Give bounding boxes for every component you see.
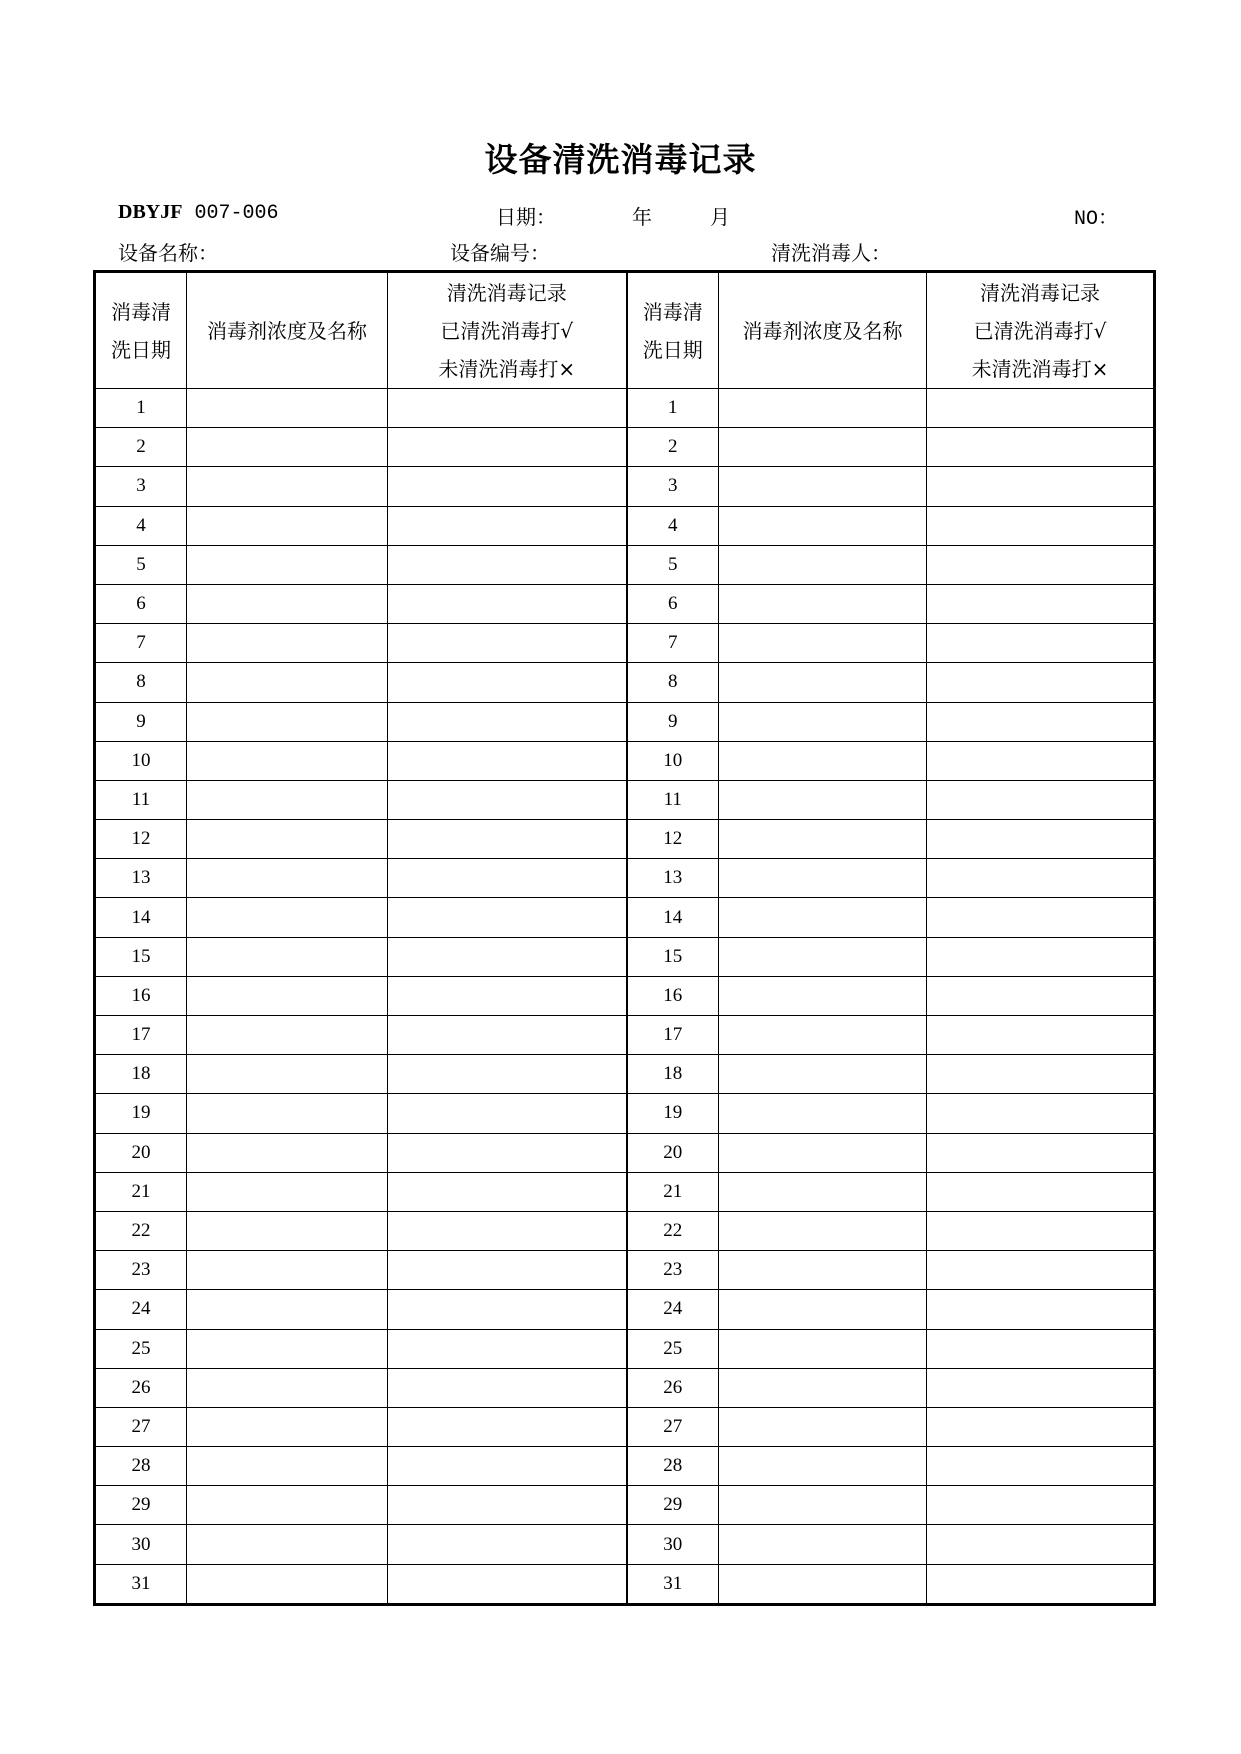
disinfectant-cell-right[interactable]: [719, 1564, 927, 1604]
disinfectant-cell[interactable]: [187, 1407, 388, 1446]
table-row: [95, 1016, 1155, 1055]
record-cell-right[interactable]: [927, 467, 1155, 506]
disinfectant-cell-right[interactable]: [719, 1133, 927, 1172]
table-row: [95, 976, 1155, 1015]
table-row: [95, 428, 1155, 467]
record-cell-right[interactable]: [927, 663, 1155, 702]
form-code: [118, 201, 278, 225]
disinfectant-cell-right[interactable]: [719, 937, 927, 976]
year-label: 年: [632, 205, 652, 229]
day-cell-right: 25: [627, 1329, 719, 1368]
record-cell[interactable]: [388, 506, 627, 545]
disinfectant-cell[interactable]: [187, 1447, 388, 1486]
disinfectant-cell-right[interactable]: [719, 859, 927, 898]
table-row: [95, 1290, 1155, 1329]
day-cell: 21: [95, 1172, 187, 1211]
record-cell-right[interactable]: [927, 1329, 1155, 1368]
record-cell[interactable]: [388, 976, 627, 1015]
disinfectant-cell[interactable]: [187, 780, 388, 819]
table-row: [95, 584, 1155, 623]
disinfectant-cell[interactable]: [187, 545, 388, 584]
date-header-line-1: 消毒清: [111, 299, 171, 324]
day-cell: 15: [95, 937, 187, 976]
form-code-prefix: DBYJF: [118, 201, 183, 223]
form-code-number: 007-006: [194, 202, 279, 225]
day-cell: 17: [95, 1016, 187, 1055]
day-cell-right: 9: [627, 702, 719, 741]
disinfectant-cell[interactable]: [187, 506, 388, 545]
day-cell: 9: [95, 702, 187, 741]
day-cell: 23: [95, 1251, 187, 1290]
disinfectant-column-header: 消毒剂浓度及名称: [187, 272, 388, 389]
disinfectant-cell[interactable]: [187, 859, 388, 898]
day-cell: 24: [95, 1290, 187, 1329]
record-header-line-2: 已清洗消毒打√: [973, 318, 1107, 343]
record-cell[interactable]: [388, 1525, 627, 1564]
day-cell: 2: [95, 428, 187, 467]
day-cell: 27: [95, 1407, 187, 1446]
day-cell-right: 15: [627, 937, 719, 976]
disinfectant-cell[interactable]: [187, 1525, 388, 1564]
record-cell[interactable]: [388, 1447, 627, 1486]
table-row: [95, 1094, 1155, 1133]
disinfectant-cell[interactable]: [187, 1368, 388, 1407]
record-cell[interactable]: [388, 1368, 627, 1407]
operator-label: 清洗消毒人：: [771, 241, 891, 265]
day-cell-right: 20: [627, 1133, 719, 1172]
record-column-header-right: [927, 272, 1155, 389]
record-table: [93, 270, 1156, 1606]
disinfectant-cell-right[interactable]: [719, 467, 927, 506]
record-cell-right[interactable]: [927, 820, 1155, 859]
day-cell-right: 14: [627, 898, 719, 937]
record-header-line-2: 已清洗消毒打√: [440, 318, 574, 343]
table-row: [95, 820, 1155, 859]
record-cell-right[interactable]: [927, 937, 1155, 976]
table-row: [95, 1564, 1155, 1604]
record-cell[interactable]: [388, 545, 627, 584]
record-cell-right[interactable]: [927, 545, 1155, 584]
day-cell-right: 29: [627, 1486, 719, 1525]
day-cell-right: 27: [627, 1407, 719, 1446]
table-row: [95, 780, 1155, 819]
record-cell-right[interactable]: [927, 624, 1155, 663]
table-row: [95, 663, 1155, 702]
day-cell: 25: [95, 1329, 187, 1368]
day-cell-right: 24: [627, 1290, 719, 1329]
record-cell[interactable]: [388, 1329, 627, 1368]
disinfectant-cell[interactable]: [187, 1564, 388, 1604]
record-cell-right[interactable]: [927, 1290, 1155, 1329]
record-cell-right[interactable]: [927, 506, 1155, 545]
day-cell: 14: [95, 898, 187, 937]
record-cell[interactable]: [388, 663, 627, 702]
record-cell-right[interactable]: [927, 898, 1155, 937]
disinfectant-cell-right[interactable]: [719, 584, 927, 623]
record-header-line-3: 未清洗消毒打×: [971, 356, 1109, 381]
disinfectant-cell-right[interactable]: [719, 1251, 927, 1290]
day-cell-right: 28: [627, 1447, 719, 1486]
disinfectant-cell[interactable]: [187, 741, 388, 780]
disinfectant-cell-right[interactable]: [719, 624, 927, 663]
record-cell-right[interactable]: [927, 1564, 1155, 1604]
record-cell[interactable]: [388, 1407, 627, 1446]
disinfectant-cell[interactable]: [187, 428, 388, 467]
table-row: [95, 1486, 1155, 1525]
day-cell-right: 12: [627, 820, 719, 859]
record-cell[interactable]: [388, 937, 627, 976]
day-cell-right: 2: [627, 428, 719, 467]
record-cell[interactable]: [388, 898, 627, 937]
disinfectant-cell[interactable]: [187, 898, 388, 937]
day-cell-right: 1: [627, 389, 719, 428]
disinfectant-cell[interactable]: [187, 1172, 388, 1211]
day-cell: 7: [95, 624, 187, 663]
disinfectant-cell-right[interactable]: [719, 820, 927, 859]
disinfectant-cell[interactable]: [187, 584, 388, 623]
table-row: [95, 389, 1155, 428]
disinfectant-cell-right[interactable]: [719, 1368, 927, 1407]
equipment-name-label: 设备名称：: [118, 241, 218, 265]
date-header-line-2: 洗日期: [111, 337, 171, 362]
disinfectant-cell-right[interactable]: [719, 1211, 927, 1250]
record-cell-right[interactable]: [927, 702, 1155, 741]
table-row: [95, 937, 1155, 976]
disinfectant-cell[interactable]: [187, 389, 388, 428]
day-cell-right: 17: [627, 1016, 719, 1055]
disinfectant-cell-right[interactable]: [719, 1486, 927, 1525]
day-cell: 3: [95, 467, 187, 506]
day-cell: 26: [95, 1368, 187, 1407]
day-cell-right: 10: [627, 741, 719, 780]
record-cell-right[interactable]: [927, 584, 1155, 623]
table-row: [95, 1055, 1155, 1094]
day-cell: 29: [95, 1486, 187, 1525]
table-row: [95, 1329, 1155, 1368]
table-row: [95, 1407, 1155, 1446]
disinfectant-cell[interactable]: [187, 663, 388, 702]
record-cell-right[interactable]: [927, 1016, 1155, 1055]
disinfectant-cell-right[interactable]: [719, 741, 927, 780]
table-row: [95, 1133, 1155, 1172]
record-cell[interactable]: [388, 1016, 627, 1055]
table-row: [95, 545, 1155, 584]
record-cell-right[interactable]: [927, 1251, 1155, 1290]
date-column-header: [95, 272, 187, 389]
disinfectant-cell[interactable]: [187, 1055, 388, 1094]
table-row: [95, 1172, 1155, 1211]
record-header-line-1: 清洗消毒记录: [980, 280, 1100, 305]
record-cell[interactable]: [388, 1251, 627, 1290]
day-cell-right: 30: [627, 1525, 719, 1564]
record-column-header: [388, 272, 627, 389]
disinfectant-cell-right[interactable]: [719, 1172, 927, 1211]
record-cell-right[interactable]: [927, 1172, 1155, 1211]
equipment-number-label: 设备编号：: [450, 241, 550, 265]
record-cell-right[interactable]: [927, 1133, 1155, 1172]
day-cell: 12: [95, 820, 187, 859]
record-cell[interactable]: [388, 820, 627, 859]
disinfectant-cell[interactable]: [187, 1251, 388, 1290]
disinfectant-cell[interactable]: [187, 1329, 388, 1368]
disinfectant-cell[interactable]: [187, 1133, 388, 1172]
day-cell: 10: [95, 741, 187, 780]
disinfectant-cell-right[interactable]: [719, 976, 927, 1015]
disinfectant-cell[interactable]: [187, 1094, 388, 1133]
day-cell-right: 5: [627, 545, 719, 584]
record-cell-right[interactable]: [927, 780, 1155, 819]
disinfectant-cell-right[interactable]: [719, 1290, 927, 1329]
day-cell: 20: [95, 1133, 187, 1172]
day-cell-right: 13: [627, 859, 719, 898]
day-cell: 11: [95, 780, 187, 819]
record-cell-right[interactable]: [927, 1094, 1155, 1133]
record-header-line-1: 清洗消毒记录: [446, 280, 567, 305]
record-cell-right[interactable]: [927, 1211, 1155, 1250]
record-cell-right[interactable]: [927, 741, 1155, 780]
record-cell-right[interactable]: [927, 976, 1155, 1015]
disinfectant-cell-right[interactable]: [719, 389, 927, 428]
disinfectant-cell-right[interactable]: [719, 1016, 927, 1055]
table-row: [95, 702, 1155, 741]
date-label: 日期：: [496, 205, 556, 229]
disinfectant-cell[interactable]: [187, 1486, 388, 1525]
disinfectant-cell[interactable]: [187, 937, 388, 976]
disinfectant-cell-right[interactable]: [719, 1407, 927, 1446]
record-cell[interactable]: [388, 1094, 627, 1133]
record-cell-right[interactable]: [927, 1368, 1155, 1407]
day-cell-right: 31: [627, 1564, 719, 1604]
day-cell-right: 23: [627, 1251, 719, 1290]
table-row: [95, 1525, 1155, 1564]
disinfectant-cell-right[interactable]: [719, 898, 927, 937]
disinfectant-cell-right[interactable]: [719, 702, 927, 741]
day-cell: 4: [95, 506, 187, 545]
record-cell[interactable]: [388, 624, 627, 663]
table-row: [95, 1251, 1155, 1290]
month-label: 月: [710, 205, 730, 229]
day-cell: 13: [95, 859, 187, 898]
date-column-header-right: [627, 272, 719, 389]
disinfectant-cell-right[interactable]: [719, 545, 927, 584]
disinfectant-cell[interactable]: [187, 702, 388, 741]
table-row: [95, 1211, 1155, 1250]
record-cell[interactable]: [388, 389, 627, 428]
table-row: [95, 624, 1155, 663]
disinfectant-cell[interactable]: [187, 624, 388, 663]
day-cell: 1: [95, 389, 187, 428]
record-cell[interactable]: [388, 859, 627, 898]
disinfectant-cell-right[interactable]: [719, 1055, 927, 1094]
table-row: [95, 467, 1155, 506]
record-cell-right[interactable]: [927, 389, 1155, 428]
day-cell: 5: [95, 545, 187, 584]
table-row: [95, 859, 1155, 898]
day-cell: 6: [95, 584, 187, 623]
day-cell: 31: [95, 1564, 187, 1604]
disinfectant-cell-right[interactable]: [719, 1094, 927, 1133]
day-cell: 8: [95, 663, 187, 702]
day-cell-right: 3: [627, 467, 719, 506]
disinfectant-column-header-right: 消毒剂浓度及名称: [719, 272, 927, 389]
day-cell-right: 11: [627, 780, 719, 819]
day-cell: 16: [95, 976, 187, 1015]
record-cell[interactable]: [388, 702, 627, 741]
disinfectant-cell-right[interactable]: [719, 428, 927, 467]
number-label: NO：: [1074, 208, 1119, 231]
day-cell-right: 8: [627, 663, 719, 702]
day-cell-right: 19: [627, 1094, 719, 1133]
disinfectant-cell[interactable]: [187, 976, 388, 1015]
disinfectant-cell-right[interactable]: [719, 506, 927, 545]
disinfectant-cell[interactable]: [187, 1211, 388, 1250]
record-cell[interactable]: [388, 1133, 627, 1172]
day-cell-right: 22: [627, 1211, 719, 1250]
record-cell[interactable]: [388, 428, 627, 467]
date-header-line-1: 消毒清: [642, 299, 703, 324]
record-cell-right[interactable]: [927, 1407, 1155, 1446]
record-cell[interactable]: [388, 1172, 627, 1211]
record-cell[interactable]: [388, 780, 627, 819]
record-cell-right[interactable]: [927, 428, 1155, 467]
record-cell[interactable]: [388, 1211, 627, 1250]
day-cell-right: 6: [627, 584, 719, 623]
record-header-line-3: 未清洗消毒打×: [438, 356, 576, 381]
disinfectant-cell-right[interactable]: [719, 1525, 927, 1564]
table-row: [95, 898, 1155, 937]
disinfectant-cell-right[interactable]: [719, 1447, 927, 1486]
day-cell-right: 16: [627, 976, 719, 1015]
disinfectant-cell[interactable]: [187, 467, 388, 506]
page-title: 设备清洗消毒记录: [484, 140, 757, 179]
day-cell: 22: [95, 1211, 187, 1250]
record-cell[interactable]: [388, 1564, 627, 1604]
day-cell: 30: [95, 1525, 187, 1564]
record-cell-right[interactable]: [927, 1525, 1155, 1564]
day-cell: 28: [95, 1447, 187, 1486]
disinfectant-cell[interactable]: [187, 1016, 388, 1055]
day-cell-right: 18: [627, 1055, 719, 1094]
record-cell[interactable]: [388, 1486, 627, 1525]
record-cell[interactable]: [388, 741, 627, 780]
day-cell-right: 21: [627, 1172, 719, 1211]
disinfectant-cell-right[interactable]: [719, 663, 927, 702]
record-cell[interactable]: [388, 467, 627, 506]
disinfectant-cell-right[interactable]: [719, 1329, 927, 1368]
table-row: [95, 1368, 1155, 1407]
record-cell-right[interactable]: [927, 1055, 1155, 1094]
record-cell-right[interactable]: [927, 1447, 1155, 1486]
table-row: [95, 741, 1155, 780]
table-row: [95, 1447, 1155, 1486]
table-header-row: [95, 272, 1155, 389]
record-cell[interactable]: [388, 1055, 627, 1094]
day-cell-right: 4: [627, 506, 719, 545]
disinfectant-cell[interactable]: [187, 820, 388, 859]
record-cell-right[interactable]: [927, 859, 1155, 898]
day-cell: 19: [95, 1094, 187, 1133]
table-body: [95, 389, 1155, 1605]
day-cell-right: 26: [627, 1368, 719, 1407]
record-cell-right[interactable]: [927, 1486, 1155, 1525]
record-cell[interactable]: [388, 584, 627, 623]
disinfectant-cell[interactable]: [187, 1290, 388, 1329]
record-cell[interactable]: [388, 1290, 627, 1329]
disinfectant-cell-right[interactable]: [719, 780, 927, 819]
date-header-line-2: 洗日期: [642, 337, 703, 362]
table-row: [95, 506, 1155, 545]
day-cell: 18: [95, 1055, 187, 1094]
day-cell-right: 7: [627, 624, 719, 663]
